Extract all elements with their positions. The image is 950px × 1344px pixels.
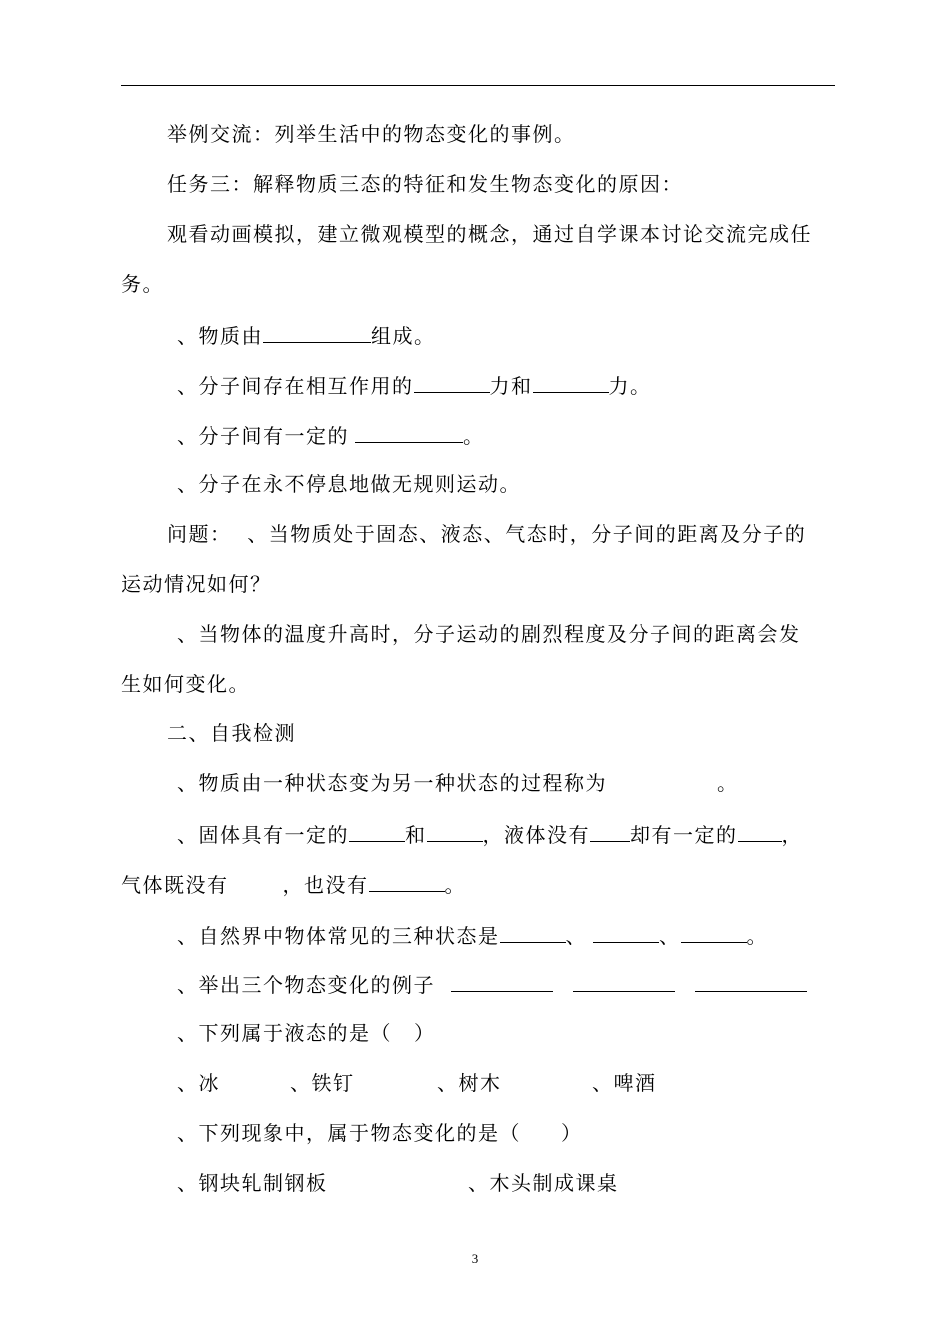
question-line: 、下列现象中，属于物态变化的是（ ） — [177, 1121, 583, 1145]
text-line: 问题： 、当物质处于固态、液态、气态时，分子间的距离及分子的 — [167, 522, 807, 546]
answer-blank[interactable] — [427, 821, 483, 842]
text-line: 、当物体的温度升高时，分子运动的剧烈程度及分子间的距离会发 — [177, 622, 801, 646]
fill-in-line: 、固体具有一定的 和 ，液体没有 却有一定的 ， — [177, 823, 803, 847]
fill-in-line: 、物质由一种状态变为另一种状态的过程称为 。 — [177, 771, 739, 795]
page-number: 3 — [471, 1251, 479, 1266]
question-line: 、下列属于液态的是（ ） — [177, 1021, 436, 1045]
answer-blank[interactable] — [349, 821, 405, 842]
answer-blank[interactable] — [451, 971, 553, 992]
option-b[interactable]: 、木头制成课桌 — [468, 1171, 619, 1195]
text-line: 举例交流：列举生活中的物态变化的事例。 — [167, 122, 576, 146]
answer-blank[interactable] — [695, 971, 807, 992]
option-a[interactable]: 、冰 — [177, 1071, 220, 1095]
text-line: 生如何变化。 — [121, 672, 250, 696]
fill-in-line: 、举出三个物态变化的例子 — [177, 971, 807, 997]
fill-in-line: 、分子间有一定的 。 — [177, 424, 485, 448]
option-b[interactable]: 、铁钉 — [290, 1071, 355, 1095]
section-heading: 二、自我检测 — [167, 721, 296, 745]
text-line: 任务三：解释物质三态的特征和发生物态变化的原因： — [167, 172, 683, 196]
text-line: 观看动画模拟，建立微观模型的概念，通过自学课本讨论交流完成任 — [167, 222, 812, 246]
text-line: 务。 — [121, 272, 164, 296]
fill-in-line: 、分子间存在相互作用的 力和 力。 — [177, 374, 652, 398]
fill-in-line: 气体既没有 ，也没有 。 — [121, 873, 466, 897]
option-d[interactable]: 、啤酒 — [592, 1071, 657, 1095]
option-c[interactable]: 、树木 — [437, 1071, 502, 1095]
fill-in-line: 、物质由 组成。 — [177, 324, 436, 348]
answer-blank[interactable] — [533, 372, 609, 393]
answer-blank[interactable] — [593, 922, 659, 943]
fill-in-line: 、自然界中物体常见的三种状态是 、 、 。 — [177, 924, 768, 948]
answer-blank[interactable] — [738, 821, 782, 842]
text-line: 运动情况如何？ — [121, 572, 272, 596]
header-rule — [121, 85, 835, 86]
option-a[interactable]: 、钢块轧制钢板 — [177, 1171, 328, 1195]
answer-blank[interactable] — [500, 922, 566, 943]
text-line: 、分子在永不停息地做无规则运动。 — [177, 472, 521, 496]
answer-blank[interactable] — [263, 322, 371, 343]
answer-blank[interactable] — [590, 821, 630, 842]
answer-blank[interactable] — [414, 372, 490, 393]
answer-blank[interactable] — [573, 971, 675, 992]
answer-blank[interactable] — [681, 922, 747, 943]
answer-blank[interactable] — [355, 422, 463, 443]
answer-blank[interactable] — [369, 871, 445, 892]
